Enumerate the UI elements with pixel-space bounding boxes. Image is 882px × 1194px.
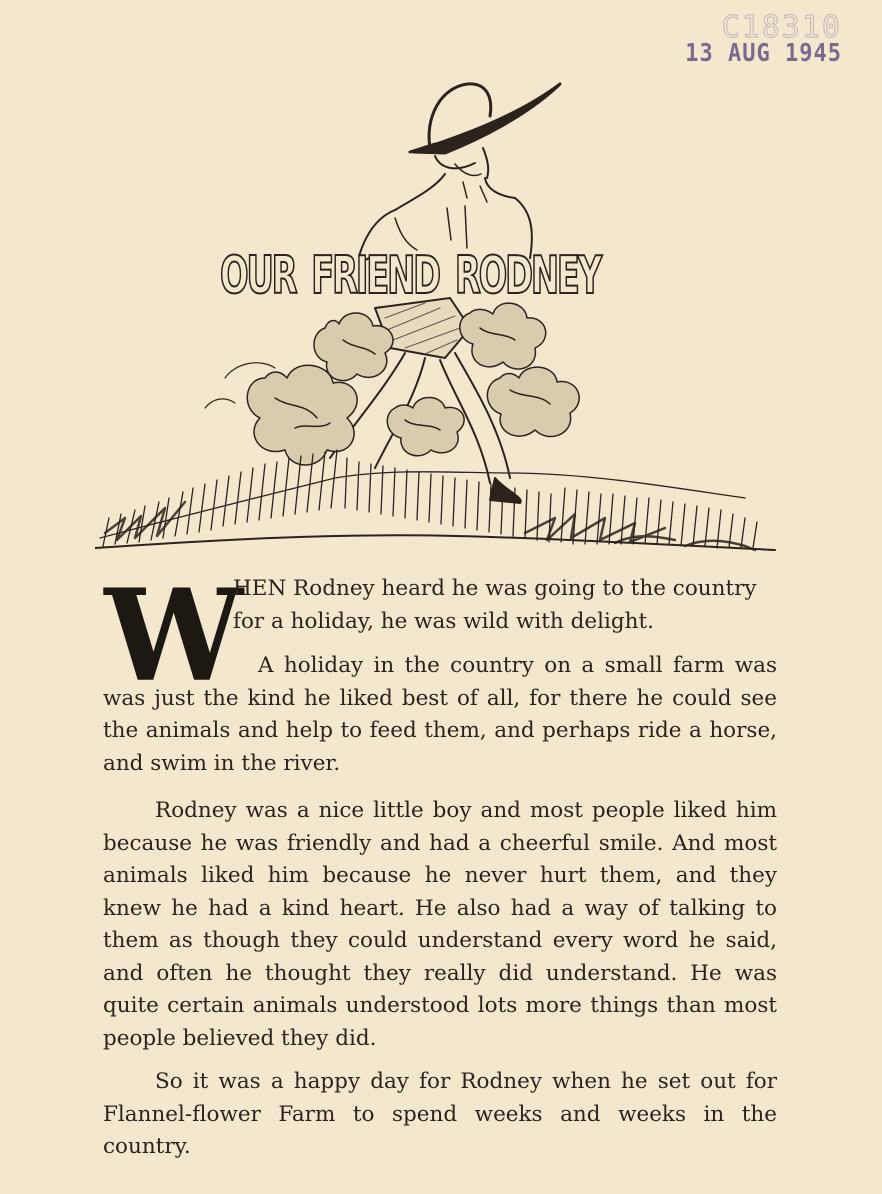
library-stamp <box>685 10 842 66</box>
title-word-friend: FRIEND <box>311 246 439 306</box>
stamp-date: 13 AUG 1945 <box>685 39 842 68</box>
page-title <box>220 246 601 306</box>
title-word-our: OUR <box>220 246 296 306</box>
title-word-rodney: RODNEY <box>454 246 601 306</box>
paragraph-1: HEN Rodney heard he was going to the country for a holiday, he was wild with delight. <box>233 576 757 634</box>
paragraph-3: Rodney was a nice little boy and most people liked him because he was friendly and had a cheerful smile. And most animals liked him because he never hurt them, and they knew he had a kind heart. He also had a way of talking to them as though they could understand every word he said, and often he thought they really did understand. He was quite certain animals understood lots more things than most people believed they did. <box>103 798 777 1051</box>
drop-cap: W <box>104 562 244 710</box>
paragraph-2: A holiday in the country on a small farm was was just the kind he liked best of all, for there he could see the animals and help to feed them, and perhaps ride a horse, and swim in the river. <box>103 653 777 776</box>
paragraph-4: So it was a happy day for Rodney when he set out for Flannel-flower Farm to spend weeks and weeks in the country. <box>103 1069 777 1159</box>
boy-in-hat-walking-through-fields-icon <box>95 78 785 558</box>
stamp-number: C18310 <box>721 10 842 45</box>
